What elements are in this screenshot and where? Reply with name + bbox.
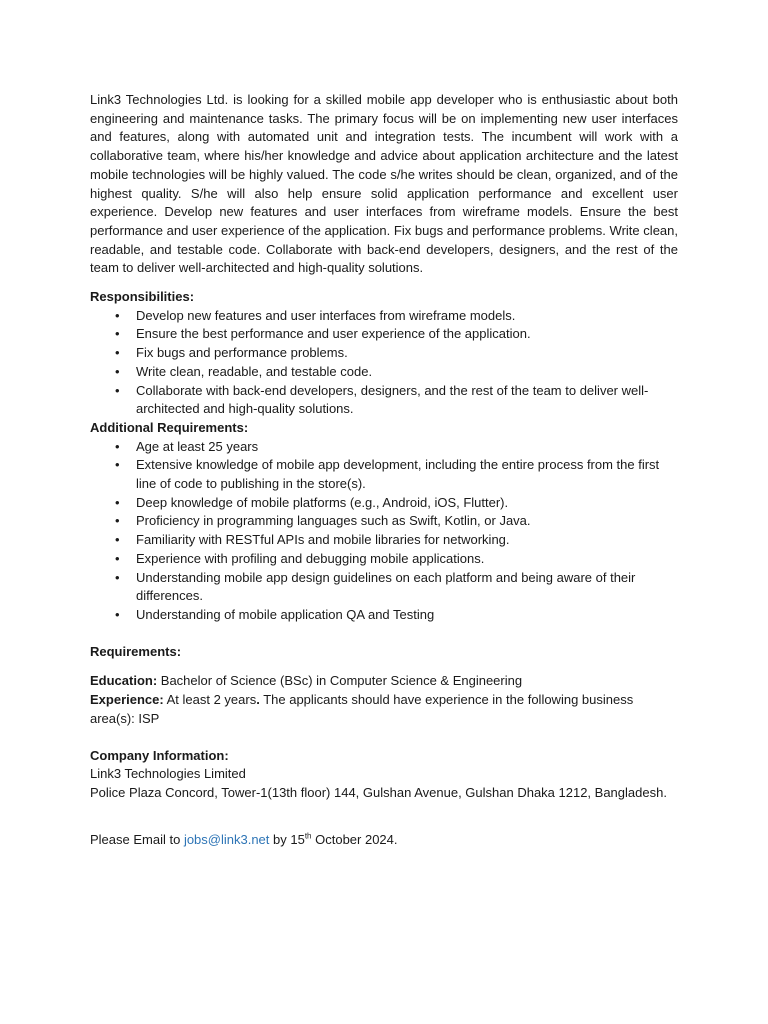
experience-detail: The applicants should have experience in the following business area(s): ISP <box>90 692 634 726</box>
additional-requirements-list <box>90 438 678 625</box>
bullet-icon: • <box>115 438 120 454</box>
experience-label: Experience: <box>90 692 164 708</box>
responsibilities-heading: Responsibilities: <box>90 289 195 305</box>
bullet-icon: • <box>115 532 120 548</box>
bullet-icon: • <box>115 494 120 510</box>
bullet-icon: • <box>115 513 120 529</box>
bullet-icon: • <box>115 382 120 398</box>
responsibilities-list <box>90 307 678 419</box>
bullet-icon: • <box>115 457 120 473</box>
list-item: • Understanding of mobile application QA and Testing <box>136 606 678 625</box>
bullet-icon: • <box>115 363 120 379</box>
bullet-icon: • <box>115 345 120 361</box>
requirements-heading: Requirements: <box>90 643 182 659</box>
education-line <box>90 672 678 691</box>
list-item: • Age at least 25 years <box>136 438 678 457</box>
list-item: • Experience with profiling and debugging mobile applications. <box>136 550 678 569</box>
education-value: Bachelor of Science (BSc) in Computer Science & Engineering <box>157 673 523 689</box>
list-item: • Develop new features and user interfaces from wireframe models. <box>136 307 678 326</box>
list-item: • Fix bugs and performance problems. <box>136 344 678 363</box>
email-link[interactable]: jobs@link3.net <box>183 831 270 847</box>
bullet-icon: • <box>115 307 120 323</box>
list-item: • Write clean, readable, and testable code. <box>136 363 678 382</box>
company-address: Police Plaza Concord, Tower-1(13th floor) 144, Gulshan Avenue, Gulshan Dhaka 1212, Bangladesh. <box>90 784 667 800</box>
intro-paragraph: Link3 Technologies Ltd. is looking for a skilled mobile app developer who is enthusiastic about both engineering and maintenance tasks. The primary focus will be on implementing new user interfaces and features, along with automated unit and integration tests. The incumbent will work with a collaborative team, where his/her knowledge and advice about application architecture and the latest mobile technologies will be highly valued. The code s/he writes should be clean, organized, and of the highest quality. S/he will also help ensure solid application performance and excellent user experience. Develop new features and user interfaces from wireframe models. Ensure the best performance and user experience of the application. Fix bugs and performance problems. Write clean, readable, and testable code. Collaborate with back-end developers, designers, and the rest of the team to deliver well-architected and high-quality solutions. <box>90 92 678 276</box>
bullet-icon: • <box>115 606 120 622</box>
list-item: • Understanding mobile app design guidelines on each platform and being aware of their differences. <box>115 569 636 604</box>
document-page <box>90 91 678 849</box>
list-item: • Familiarity with RESTful APIs and mobile libraries for networking. <box>136 531 678 550</box>
education-label: Education: <box>90 673 158 689</box>
company-name: Link3 Technologies Limited <box>90 766 246 782</box>
additional-requirements-heading: Additional Requirements: <box>90 419 249 435</box>
company-info-heading: Company Information: <box>90 747 229 763</box>
experience-value: At least 2 years <box>163 692 257 708</box>
bullet-icon: • <box>115 326 120 342</box>
bullet-icon: • <box>115 569 120 585</box>
experience-line: Experience: At least 2 years. The applicants should have experience in the following business area(s): ISP <box>90 692 634 726</box>
list-item: • Collaborate with back-end developers, designers, and the rest of the team to deliver well-architected and high-quality solutions. <box>115 382 649 417</box>
bullet-icon: • <box>115 550 120 566</box>
contact-line: Please Email to jobs@link3.net by 15th October 2024. <box>90 831 398 847</box>
list-item: • Proficiency in programming languages such as Swift, Kotlin, or Java. <box>136 512 678 531</box>
list-item: • Extensive knowledge of mobile app development, including the entire process from the first line of code to publishing in the store(s). <box>115 457 660 492</box>
list-item: • Deep knowledge of mobile platforms (e.g., Android, iOS, Flutter). <box>136 494 678 513</box>
list-item: • Ensure the best performance and user experience of the application. <box>136 325 678 344</box>
